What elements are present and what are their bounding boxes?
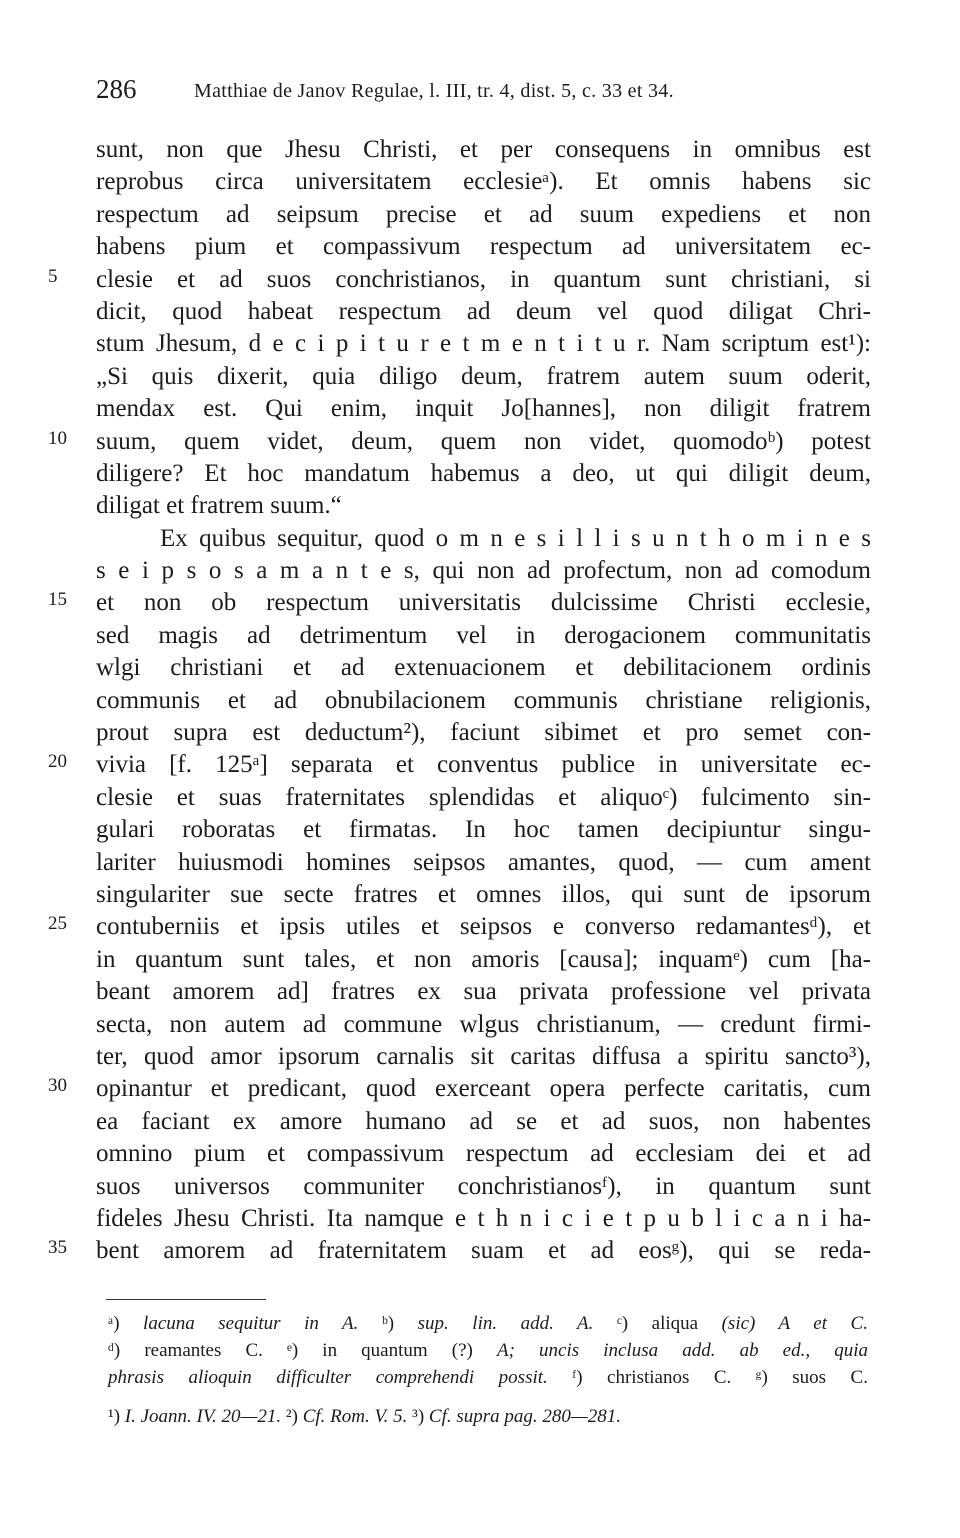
text-line [0,1009,960,1041]
line-text: gulari roboratas et firmatas. In hoc tamen decipiuntur singu- [96,816,871,844]
text-line [0,847,960,879]
text-line [0,587,960,619]
line-text: sunt, non que Jhesu Christi, et per consequens in omnibus est [96,136,871,163]
critical-footnote-line [108,1310,868,1337]
footnote-text: ¹) [108,1406,125,1427]
footnote-italic-text: (sic) A et C. [721,1313,868,1334]
page-number: 286 [96,74,137,104]
text-line [0,911,960,943]
line-text: omnino pium et compassivum respectum ad ecclesiam dei et ad [96,1140,871,1168]
line-text: beant amorem ad] fratres ex sua privata professione vel privata [96,978,871,1006]
line-text: secta, non autem ad commune wlgus christianum, — credunt firmi- [96,1010,871,1038]
text-line [0,231,960,263]
text-line [0,490,960,522]
line-number: 10 [48,427,67,449]
line-text: diligere? Et hoc mandatum habemus a deo, ut qui diligit deum, [96,459,871,487]
footnote-text: ²) [281,1406,303,1427]
line-text: suum, quem videt, deum, quem non videt, quomodoᵇ) potest [96,427,871,455]
line-text: lariter huiusmodi homines seipsos amantes, quod, — cum ament [96,848,871,876]
footnote-text: ᶠ) christianos C. ᵍ) suos C. [547,1367,868,1388]
text-line [0,393,960,425]
text-line [0,814,960,846]
line-text: habens pium et compassivum respectum ad universitatem ec- [96,233,871,261]
line-text: mendax est. Qui enim, inquit Jo[hannes], non diligit fratrem [96,395,871,423]
text-line [0,426,960,458]
footnote-italic-text: phrasis alioquin difficulter comprehendi possit. [108,1367,548,1388]
line-text: Ex quibus sequitur, quod o m n e s i l l i s u n t h o m i n e s [160,524,871,552]
line-text: bent amorem ad fraternitatem suam et ad eosᵍ), qui se reda- [96,1237,871,1265]
line-text: wlgi christiani et ad extenuacionem et debilitacionem ordinis [96,654,871,682]
line-text: diligat et fratrem suum.“ [96,492,342,520]
line-text: vivia [f. 125ᵃ] separata et conventus publice in universitate ec- [96,751,871,779]
text-line [0,166,960,198]
line-text: suos universos communiter conchristianosᶠ), in quantum sunt [96,1172,871,1200]
line-number: 20 [48,751,67,773]
text-line [0,652,960,684]
main-text [0,134,960,1268]
line-text: dicit, quod habeat respectum ad deum vel quod diligat Chri- [96,297,871,325]
text-line [0,296,960,328]
line-text: respectum ad seipsum precise et ad suum expediens et non [96,200,871,228]
text-line [0,944,960,976]
source-footnote-line [108,1403,848,1430]
text-line [0,523,960,555]
running-head: Matthiae de Janov Regulae, l. III, tr. 4, dist. 5, c. 33 et 34. [194,80,674,102]
footnote-text: ᵇ) [358,1313,418,1334]
footnotes [0,1310,960,1430]
footnote-italic-text: A; uncis inclusa add. ab ed., quia [496,1340,868,1361]
text-line [0,555,960,587]
page-header [96,72,876,112]
text-line [0,1041,960,1073]
text-line [0,976,960,1008]
line-text: ea faciant ex amore humano ad se et ad suos, non habentes [96,1107,871,1135]
line-number: 15 [48,589,67,611]
text-line [0,620,960,652]
text-line [0,328,960,360]
text-line [0,1138,960,1170]
footnote-text: ᶜ) aliqua [593,1313,722,1334]
footnote-italic-text: lacuna sequitur in A. [143,1313,359,1334]
line-text: „Si quis dixerit, quia diligo deum, fratrem autem suum oderit, [96,362,871,390]
text-line [0,264,960,296]
footnote-italic-text: Cf. Rom. V. 5. [302,1406,408,1427]
line-text: opinantur et predicant, quod exerceant opera perfecte caritatis, cum [96,1075,871,1103]
line-text: stum Jhesum, d e c i p i t u r e t m e n t i t u r. Nam scriptum est¹): [96,330,871,358]
text-line [0,1171,960,1203]
text-line [0,1106,960,1138]
text-line [0,134,960,166]
text-line [0,717,960,749]
text-line [0,685,960,717]
critical-footnote-line [108,1337,868,1364]
text-line [0,361,960,393]
text-line [0,199,960,231]
footnote-text: ³) [407,1406,429,1427]
text-line [0,879,960,911]
line-text: clesie et ad suos conchristianos, in quantum sunt christiani, si [96,265,871,293]
line-text: et non ob respectum universitatis dulcissime Christi ecclesie, [96,589,871,617]
line-text: sed magis ad detrimentum vel in derogacionem communitatis [96,621,871,649]
text-line [0,458,960,490]
line-number: 5 [48,265,58,287]
line-text: in quantum sunt tales, et non amoris [causa]; inquamᵉ) cum [ha- [96,945,871,973]
line-text: s e i p s o s a m a n t e s, qui non ad profectum, non ad comodum [96,557,871,585]
line-text: ter, quod amor ipsorum carnalis sit caritas diffusa a spiritu sancto³), [96,1042,871,1070]
line-text: prout supra est deductum²), faciunt sibimet et pro semet con- [96,719,871,747]
footnote-separator [106,1299,266,1300]
line-number: 25 [48,913,67,935]
line-number: 35 [48,1237,67,1259]
footnote-text: ᵃ) [108,1313,144,1334]
line-text: fideles Jhesu Christi. Ita namque e t h n i c i e t p u b l i c a n i ha- [96,1204,871,1232]
text-line [0,749,960,781]
text-line [0,1203,960,1235]
line-text: reprobus circa universitatem ecclesieᵃ). Et omnis habens sic [96,168,871,196]
footnote-italic-text: sup. lin. add. A. [417,1313,594,1334]
footnote-italic-text: Cf. supra pag. 280—281. [428,1406,622,1427]
line-text: contuberniis et ipsis utiles et seipsos e converso redamantesᵈ), et [96,913,871,941]
line-text: singulariter sue secte fratres et omnes illos, qui sunt de ipsorum [96,880,871,908]
line-text: clesie et suas fraternitates splendidas et aliquoᶜ) fulcimento sin- [96,783,871,811]
line-text: communis et ad obnubilacionem communis christiane religionis, [96,686,871,714]
text-line [0,1235,960,1267]
footnote-italic-text: I. Joann. IV. 20—21. [124,1406,282,1427]
text-line [0,782,960,814]
critical-footnote-line [108,1364,868,1391]
footnote-text: ᵈ) reamantes C. ᵉ) in quantum (?) [108,1340,497,1361]
line-number: 30 [48,1075,67,1097]
text-line [0,1073,960,1105]
